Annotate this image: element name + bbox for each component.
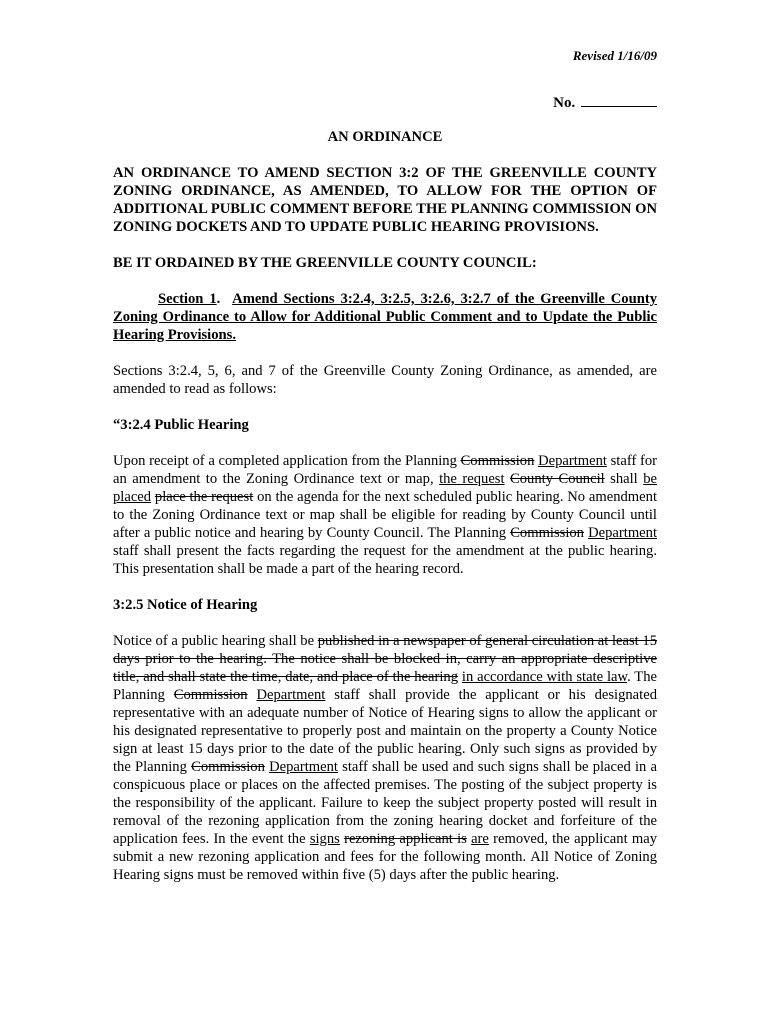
text-run: removed, the applicant may submit a new rezoning application and fees for the following month. All Notice of Zoning Hearing signs must be removed within five (5) days after the public hearing.: [113, 831, 657, 883]
revision-date: Revised 1/16/09: [572, 48, 657, 63]
deleted-text: County Council: [510, 471, 605, 487]
section-1-heading: [113, 290, 657, 344]
text-run: staff for an amendment to the Zoning Ordinance text or map,: [113, 453, 657, 487]
deleted-text: Commission: [460, 453, 535, 469]
ordinance-caption: AN ORDINANCE TO AMEND SECTION 3:2 OF THE GREENVILLE COUNTY ZONING ORDINANCE, AS AMENDED, TO ALLOW FOR THE OPTION OF ADDITIONAL PUBLIC COMMENT BEFORE THE PLANNING COMMISSION ON ZONING DOCKETS AND TO UPDATE PUBLIC HEARING PROVISIONS.: [113, 165, 657, 235]
text-run: staff shall present the facts regarding the request for the amendment at the public hearing. This presentation shall be made a part of the hearing record.: [113, 543, 657, 577]
inserted-text: Department: [256, 687, 326, 703]
inserted-text: Department: [588, 525, 657, 541]
inserted-text: are: [471, 831, 489, 847]
text-run: Notice of a public hearing shall be: [113, 633, 318, 649]
deleted-text: Commission: [510, 525, 584, 541]
number-blank-line: [581, 92, 657, 107]
text-run: staff shall provide the applicant or his designated representative with an adequate number of Notice of Hearing signs to allow the applicant or his designated representative to properly post and maintain on the property a County Notice sign at least 15 days prior to the date of the public hearing. Only such signs as provided by the Planning: [113, 687, 657, 775]
section-1-period: .: [216, 291, 221, 307]
text-run: on the agenda for the next scheduled public hearing. No amendment to the Zoning Ordinance text or map shall be eligible for reading by County Council until after a public notice and hearing by County Council. The Planning: [113, 489, 657, 541]
text-run: . The Planning: [113, 669, 658, 703]
text-run: Upon receipt of a completed application from the Planning: [113, 453, 461, 469]
inserted-text: in accordance with state law: [461, 669, 628, 685]
document-body: [113, 128, 657, 902]
deleted-text: rezoning applicant is: [344, 831, 467, 847]
section-324-text: [113, 452, 657, 578]
number-label: No.: [553, 95, 576, 111]
deleted-text: Commission: [173, 687, 248, 703]
inserted-text: signs: [309, 831, 340, 847]
inserted-text: Department: [269, 759, 338, 775]
section-1-label: Section 1: [158, 291, 217, 307]
section-325-text: [113, 632, 657, 884]
section-325-heading: 3:2.5 Notice of Hearing: [113, 597, 258, 613]
section-324-heading: “3:2.4 Public Hearing: [113, 417, 249, 433]
inserted-text: Department: [538, 453, 607, 469]
deleted-text: place the request: [154, 489, 254, 505]
ordinance-number: [553, 92, 657, 112]
section-1-title: Amend Sections 3:2.4, 3:2.5, 3:2.6, 3:2.7 of the Greenville County Zoning Ordinance to Allow for Additional Public Comment and to Update the Public Hearing Provisions.: [113, 291, 657, 343]
inserted-text: be placed: [113, 471, 657, 505]
amendment-intro: Sections 3:2.4, 5, 6, and 7 of the Greenville County Zoning Ordinance, as amended, are amended to read as follows:: [113, 363, 657, 397]
deleted-text: published in a newspaper of general circulation at least 15 days prior to the hearing. The notice shall be blocked in, carry an appropriate descriptive title, and shall state the time, date, and place of the hearing: [113, 633, 657, 685]
text-run: staff shall be used and such signs shall be placed in a conspicuous place or places on the affected premises. The posting of the subject property is the responsibility of the applicant. Failure to keep the subject property posted will result in removal of the rezoning application from the zoning hearing docket and forfeiture of the application fees. In the event the: [113, 759, 657, 847]
ordinance-title: AN ORDINANCE: [327, 129, 443, 145]
text-run: shall: [604, 471, 644, 487]
deleted-text: Commission: [191, 759, 265, 775]
inserted-text: the request: [439, 471, 505, 487]
enactment-clause: BE IT ORDAINED BY THE GREENVILLE COUNTY COUNCIL:: [113, 255, 537, 271]
